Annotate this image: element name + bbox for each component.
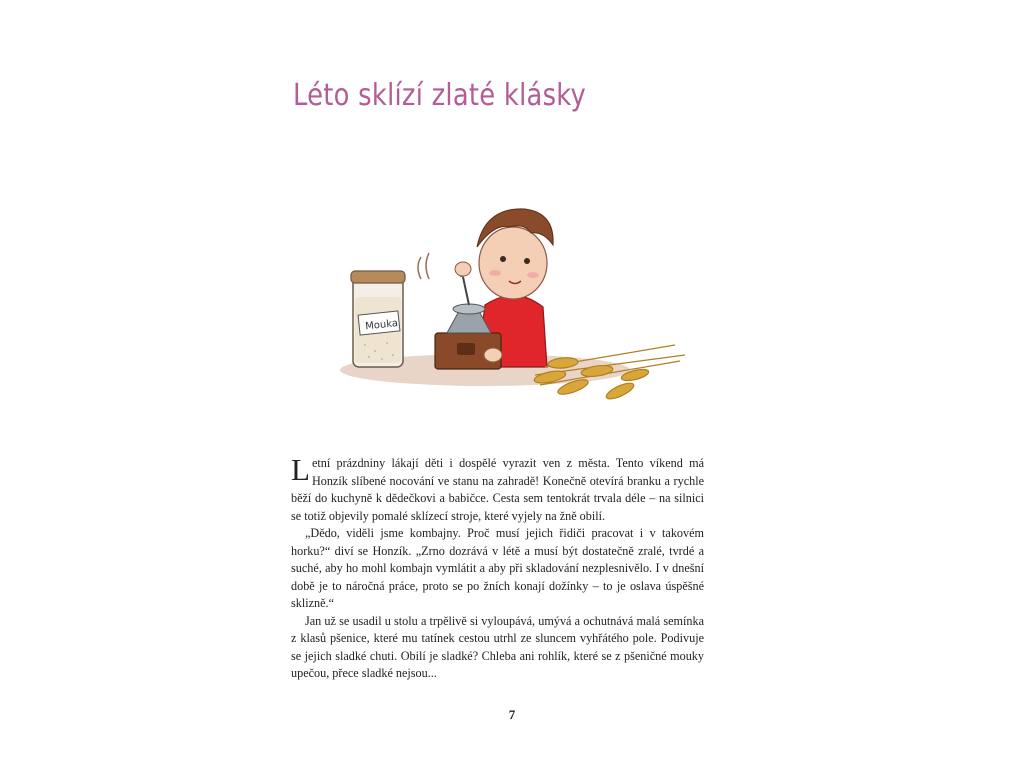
flour-jar-icon (351, 271, 405, 367)
page-number: 7 (508, 707, 516, 722)
jar-label: Mouka (364, 318, 399, 333)
drop-cap: L (291, 452, 310, 487)
boy-grinding-wheat-illustration (335, 185, 695, 415)
paragraph-1-text: etní prázdniny lákají děti i dospělé vyrazit ven z města. Tento víkend má Honzík slíbené nocování ve stanu na zahradě! Konečně otevírá branku a rychle běží do kuchyně k dědečkovi a babičce. Cesta sem tentokrát trvala déle – na silnici se totiž objevily pomalé sklízecí stroje, které vyjely na žně obilí. (291, 456, 704, 523)
paragraph-1 (291, 452, 704, 525)
paragraph-2: „Dědo, viděli jsme kombajny. Proč musí jejich řidiči pracovat i v takovém horku?“ diví se Honzík. „Zrno dozrává v létě a musí být dostatečně zralé, tvrdé a suché, aby ho mohl kombajn vymlátit a aby při skladování nezplesnivělo. I v dnešní době je to náročná práce, proto se po žních konají dožínky – to je oslava úspěšné sklizně.“ (291, 526, 704, 610)
wheat-ears-icon (533, 345, 685, 402)
boy-face (479, 227, 547, 299)
page-title: Léto sklízí zlaté klásky (293, 78, 587, 113)
paragraph-3: Jan už se usadil u stolu a trpělivě si vyloupává, umývá a ochutnává malá semínka z klasů pšenice, které mu tatínek cestou utrhl ze sluncem vyhřátého pole. Podivuje se jejich sladké chuti. Obilí je sladké? Chleba ani rohlík, které se z pšeničné mouky upečou, přece sladké nejsou... (291, 613, 704, 680)
story-text (291, 452, 704, 683)
